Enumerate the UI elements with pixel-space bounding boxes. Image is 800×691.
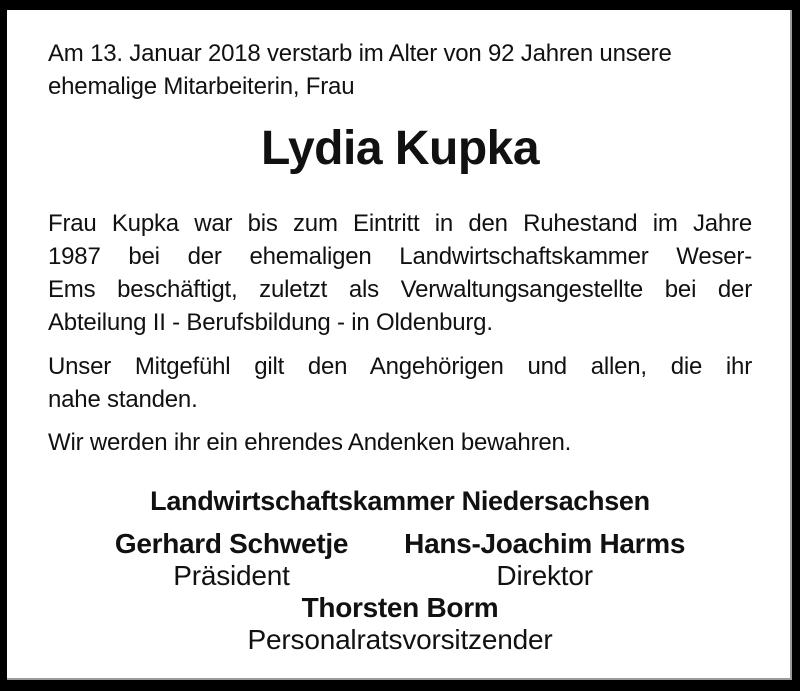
signatory-name: Gerhard Schwetje — [114, 528, 349, 559]
signatory-role: Direktor — [496, 560, 593, 591]
text-line: Unser Mitgefühl gilt den Angehörigen und allen, die ihr — [48, 353, 752, 380]
signatory-staff-council — [48, 592, 752, 656]
signatory-director — [404, 528, 685, 592]
signatory-name: Thorsten Borm — [301, 592, 499, 623]
signature-row — [48, 528, 752, 592]
organization-name: Landwirtschaftskammer Niedersachsen — [150, 486, 650, 516]
text-line: Wir werden ihr ein ehrendes Andenken bewahren. — [48, 429, 572, 456]
text-line: Am 13. Januar 2018 verstarb im Alter von 92 Jahren unsere — [48, 40, 672, 67]
intro-text — [48, 37, 752, 103]
remembrance-paragraph — [48, 426, 752, 459]
text-line: Frau Kupka war bis zum Eintritt in den Ruhestand im Jahre — [48, 210, 752, 237]
text-line: 1987 bei der ehemaligen Landwirtschaftskammer Weser- — [48, 243, 752, 270]
obituary-notice — [7, 10, 792, 680]
signatory-role: Präsident — [173, 560, 290, 591]
condolence-paragraph — [48, 350, 752, 416]
career-paragraph — [48, 207, 752, 339]
text-line: Abteilung II - Berufsbildung - in Oldenburg. — [48, 309, 493, 336]
signatory-president — [115, 528, 348, 592]
signatory-role: Personalratsvorsitzender — [247, 624, 553, 655]
text-line: Ems beschäftigt, zuletzt als Verwaltungsangestellte bei der — [48, 276, 752, 303]
signatory-name: Hans-Joachim Harms — [404, 528, 686, 559]
text-line: nahe standen. — [48, 386, 198, 413]
text-line: ehemalige Mitarbeiterin, Frau — [48, 73, 355, 100]
deceased-name: Lydia Kupka — [260, 122, 540, 175]
